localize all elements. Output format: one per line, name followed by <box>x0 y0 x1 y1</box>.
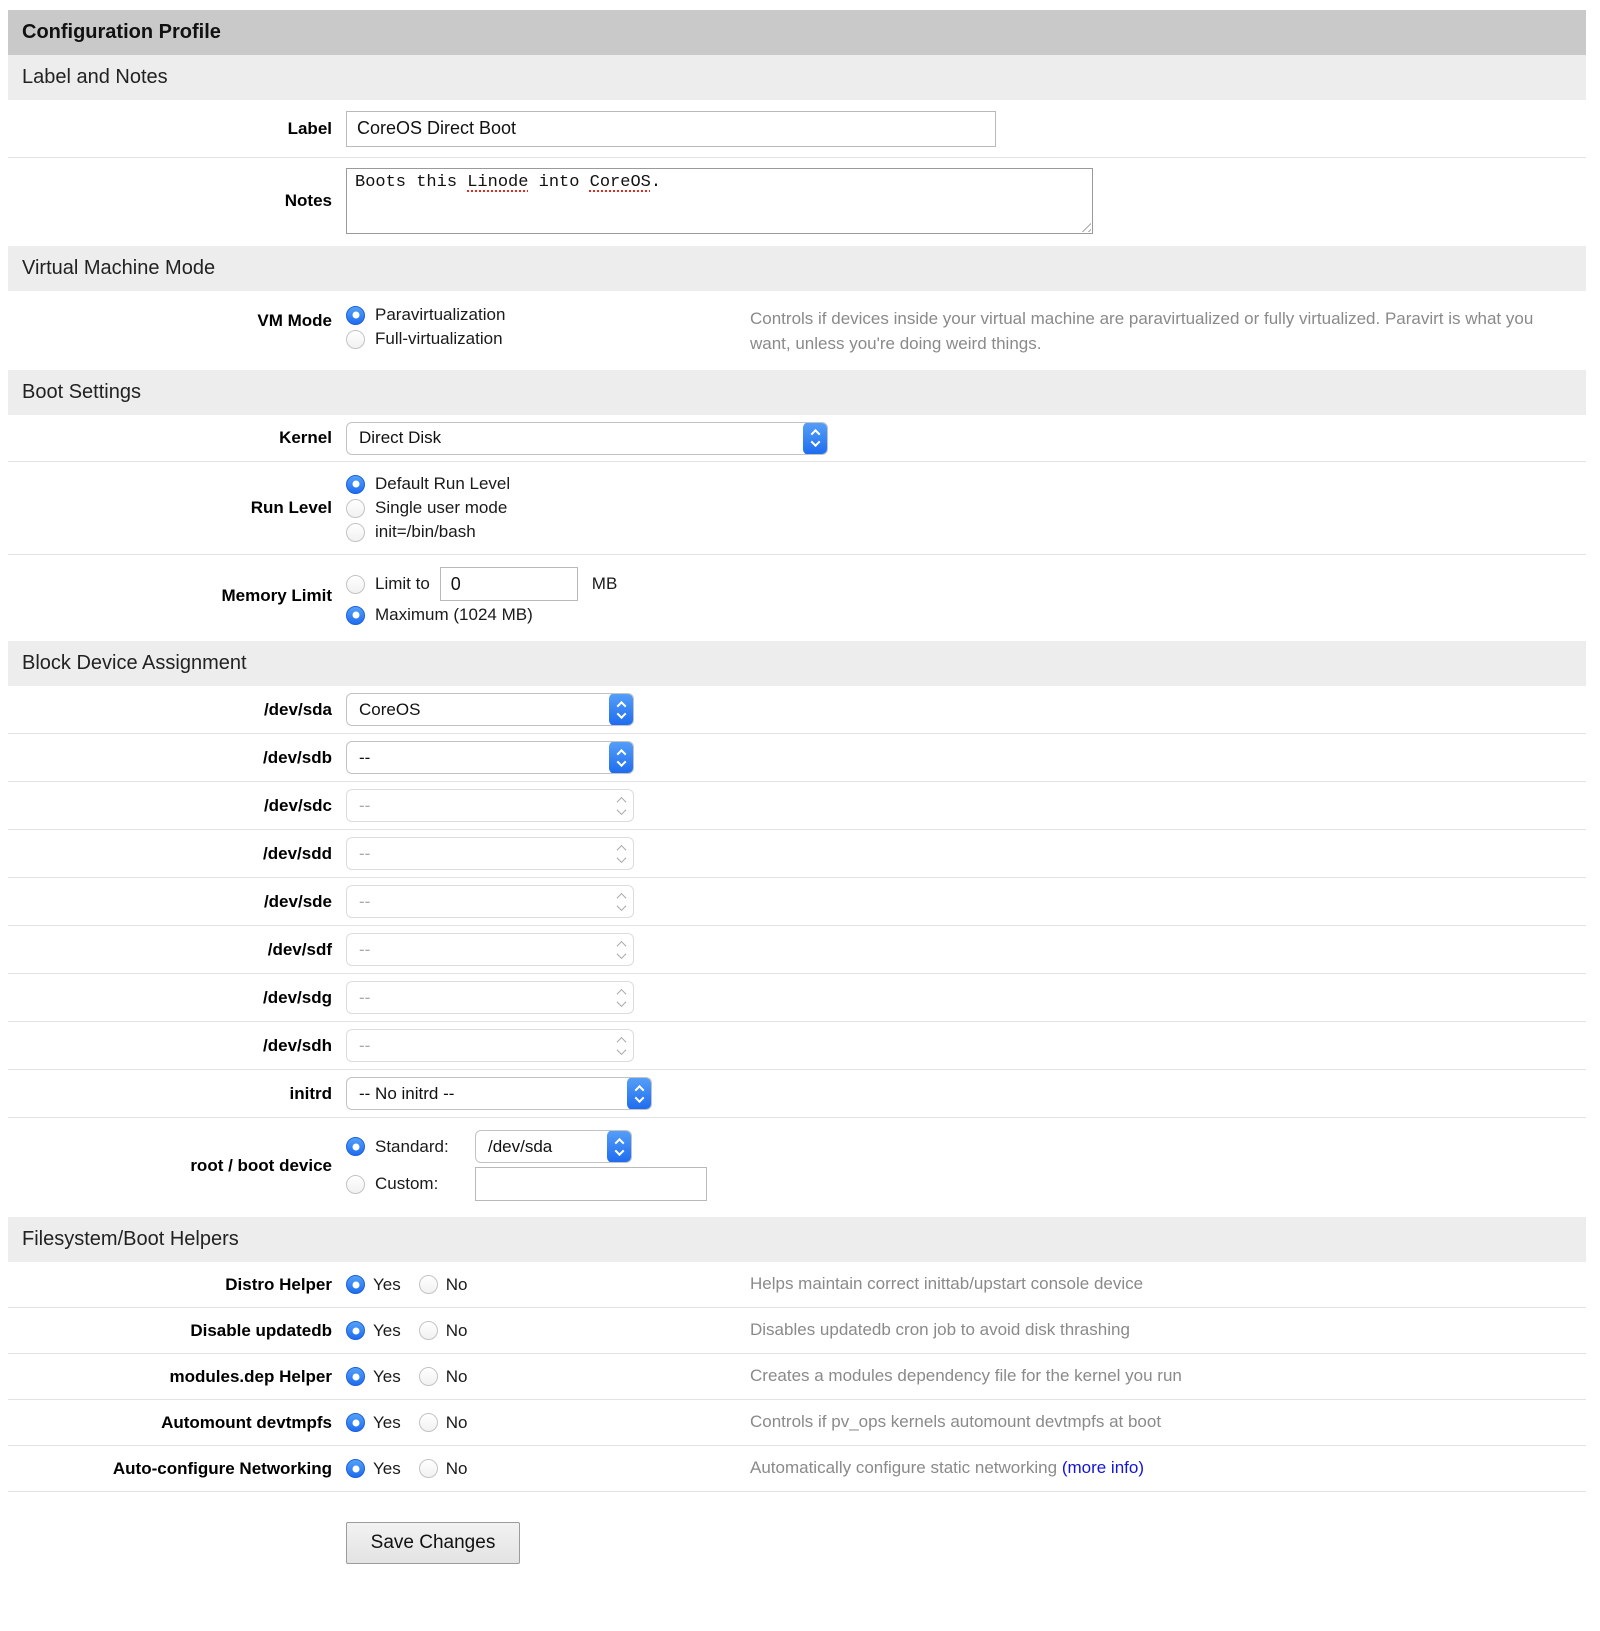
device-label: /dev/sdh <box>263 1035 332 1055</box>
chevron-up-down-icon <box>609 933 634 966</box>
device-label: /dev/sda <box>263 699 332 719</box>
vm-mode-row <box>8 291 1586 370</box>
section-virtual-machine-mode <box>8 246 1586 291</box>
kernel-select[interactable]: Direct Disk <box>346 422 828 455</box>
page-title-bar <box>8 10 1586 55</box>
root-boot-device-label: root / boot device <box>190 1155 332 1175</box>
radio-unchecked-icon[interactable] <box>419 1275 438 1294</box>
notes-field-label: Notes <box>284 191 332 210</box>
more-info-link[interactable]: (more info) <box>1061 1458 1144 1478</box>
device-row-sdh <box>8 1022 1586 1070</box>
run-level-option-init-bash[interactable]: init=/bin/bash <box>346 522 750 542</box>
initrd-label: initrd <box>289 1083 332 1103</box>
memory-unit-label: MB <box>591 574 618 594</box>
helper-label: Automount devtmpfs <box>161 1412 332 1432</box>
kernel-label: Kernel <box>279 428 332 448</box>
form-footer <box>8 1492 1586 1564</box>
device-select-sde: -- <box>346 885 634 918</box>
run-level-label: Run Level <box>250 498 332 518</box>
device-select-sdc: -- <box>346 789 634 822</box>
resize-grip-icon[interactable] <box>1078 219 1091 232</box>
radio-checked-icon[interactable] <box>346 1275 365 1294</box>
chevron-up-down-icon <box>803 422 828 455</box>
device-row-sdc <box>8 782 1586 830</box>
device-row-sdd <box>8 830 1586 878</box>
radio-checked-icon[interactable] <box>346 1321 365 1340</box>
helper-row-modules-dep: modules.dep Helper Yes No Creates a modules dependency file for the kernel you run <box>8 1354 1586 1400</box>
notes-text-misspelled: CoreOS <box>589 173 651 192</box>
chevron-up-down-icon <box>609 837 634 870</box>
vm-mode-option-full-virtualization[interactable]: Full-virtualization <box>346 329 750 349</box>
section-heading: Filesystem/Boot Helpers <box>22 1228 239 1251</box>
device-row-sdb <box>8 734 1586 782</box>
notes-textarea[interactable] <box>346 168 1093 234</box>
helper-help-text: Controls if pv_ops kernels automount devtmpfs at boot <box>750 1412 1162 1432</box>
device-select-sdg: -- <box>346 981 634 1014</box>
helper-label: modules.dep Helper <box>169 1366 332 1386</box>
device-label: /dev/sde <box>263 891 332 911</box>
section-heading: Boot Settings <box>22 381 141 404</box>
helper-help-text <box>750 1456 1586 1481</box>
run-level-option-default[interactable]: Default Run Level <box>346 474 750 494</box>
root-device-option-standard[interactable]: Standard: /dev/sda <box>346 1130 1586 1163</box>
device-select-sdf: -- <box>346 933 634 966</box>
device-label: /dev/sdb <box>263 747 332 767</box>
helper-help-text: Creates a modules dependency file for the kernel you run <box>750 1366 1182 1386</box>
section-label-and-notes <box>8 55 1586 100</box>
memory-limit-input[interactable] <box>440 567 578 601</box>
section-block-device-assignment <box>8 641 1586 686</box>
radio-unchecked-icon[interactable] <box>346 523 365 542</box>
page-title: Configuration Profile <box>22 21 221 43</box>
notes-text-misspelled: Linode <box>467 173 529 192</box>
radio-unchecked-icon[interactable] <box>346 330 365 349</box>
helper-row-devtmpfs: Automount devtmpfs Yes No Controls if pv_ops kernels automount devtmpfs at boot <box>8 1400 1586 1446</box>
radio-unchecked-icon[interactable] <box>346 575 365 594</box>
notes-row <box>8 158 1586 246</box>
vm-mode-help-text: Controls if devices inside your virtual machine are paravirtualized or fully virtualized. Paravirt is what you want, unless you're doing weird things. <box>750 309 1534 353</box>
standard-device-select[interactable]: /dev/sda <box>475 1130 632 1163</box>
label-row <box>8 100 1586 158</box>
chevron-up-down-icon <box>609 693 634 726</box>
radio-unchecked-icon[interactable] <box>419 1459 438 1478</box>
radio-unchecked-icon[interactable] <box>346 1175 365 1194</box>
radio-checked-icon[interactable] <box>346 606 365 625</box>
device-select-sdd: -- <box>346 837 634 870</box>
device-label: /dev/sdc <box>263 795 332 815</box>
memory-limit-option-maximum[interactable]: Maximum (1024 MB) <box>346 605 750 625</box>
radio-unchecked-icon[interactable] <box>419 1413 438 1432</box>
vm-mode-label: VM Mode <box>257 311 332 330</box>
chevron-up-down-icon <box>609 789 634 822</box>
section-boot-settings <box>8 370 1586 415</box>
device-label: /dev/sdf <box>267 939 332 959</box>
helper-label: Distro Helper <box>225 1274 332 1294</box>
helper-row-networking: Auto-configure Networking Yes No Automatically configure static networking (more info) <box>8 1446 1586 1492</box>
helper-row-updatedb: Disable updatedb Yes No Disables updatedb cron job to avoid disk thrashing <box>8 1308 1586 1354</box>
device-label: /dev/sdg <box>263 987 332 1007</box>
memory-limit-row <box>8 555 1586 641</box>
helper-help-text: Disables updatedb cron job to avoid disk thrashing <box>750 1320 1130 1340</box>
kernel-row <box>8 415 1586 462</box>
chevron-up-down-icon <box>609 981 634 1014</box>
device-row-sdg <box>8 974 1586 1022</box>
section-heading: Block Device Assignment <box>22 652 247 675</box>
section-heading: Virtual Machine Mode <box>22 257 216 279</box>
run-level-row <box>8 462 1586 555</box>
radio-checked-icon[interactable] <box>346 1459 365 1478</box>
memory-limit-option-limit[interactable]: Limit to 0 MB <box>346 567 750 601</box>
save-changes-button[interactable]: Save Changes <box>346 1522 520 1564</box>
section-filesystem-boot-helpers <box>8 1217 1586 1262</box>
helper-label: Auto-configure Networking <box>112 1458 332 1478</box>
chevron-up-down-icon <box>609 1029 634 1062</box>
helper-help-text-static: Automatically configure static networking <box>750 1458 1062 1478</box>
device-select-sda[interactable]: CoreOS <box>346 693 634 726</box>
chevron-up-down-icon <box>609 885 634 918</box>
section-heading: Label and Notes <box>22 66 168 88</box>
chevron-up-down-icon <box>627 1077 652 1110</box>
helper-label: Disable updatedb <box>190 1320 332 1340</box>
radio-checked-icon[interactable] <box>346 1137 365 1156</box>
radio-checked-icon[interactable] <box>346 1413 365 1432</box>
notes-text: into <box>528 173 590 192</box>
label-field-label: Label <box>287 118 332 138</box>
radio-unchecked-icon[interactable] <box>346 499 365 518</box>
helper-help-text: Helps maintain correct inittab/upstart console device <box>750 1274 1144 1294</box>
radio-checked-icon[interactable] <box>346 475 365 494</box>
device-row-sde <box>8 878 1586 926</box>
device-row-sda <box>8 686 1586 734</box>
chevron-up-down-icon <box>609 741 634 774</box>
initrd-select[interactable]: -- No initrd -- <box>346 1077 652 1110</box>
chevron-up-down-icon <box>607 1130 632 1163</box>
device-row-sdf <box>8 926 1586 974</box>
device-label: /dev/sdd <box>263 843 332 863</box>
initrd-row <box>8 1070 1586 1118</box>
device-select-sdb[interactable]: -- <box>346 741 634 774</box>
vm-mode-option-paravirtualization[interactable]: Paravirtualization <box>346 305 750 325</box>
root-device-option-custom[interactable]: Custom: <box>346 1167 1586 1201</box>
radio-unchecked-icon[interactable] <box>419 1321 438 1340</box>
device-select-sdh: -- <box>346 1029 634 1062</box>
helper-row-distro: Distro Helper Yes No Helps maintain correct inittab/upstart console device <box>8 1262 1586 1308</box>
radio-unchecked-icon[interactable] <box>419 1367 438 1386</box>
notes-text: Boots this <box>355 173 468 192</box>
radio-checked-icon[interactable] <box>346 306 365 325</box>
root-boot-device-row <box>8 1118 1586 1217</box>
notes-text: . <box>650 173 662 192</box>
radio-checked-icon[interactable] <box>346 1367 365 1386</box>
label-input[interactable] <box>346 111 996 147</box>
run-level-option-single-user[interactable]: Single user mode <box>346 498 750 518</box>
memory-limit-label: Memory Limit <box>221 586 332 606</box>
custom-device-input[interactable] <box>475 1167 707 1201</box>
